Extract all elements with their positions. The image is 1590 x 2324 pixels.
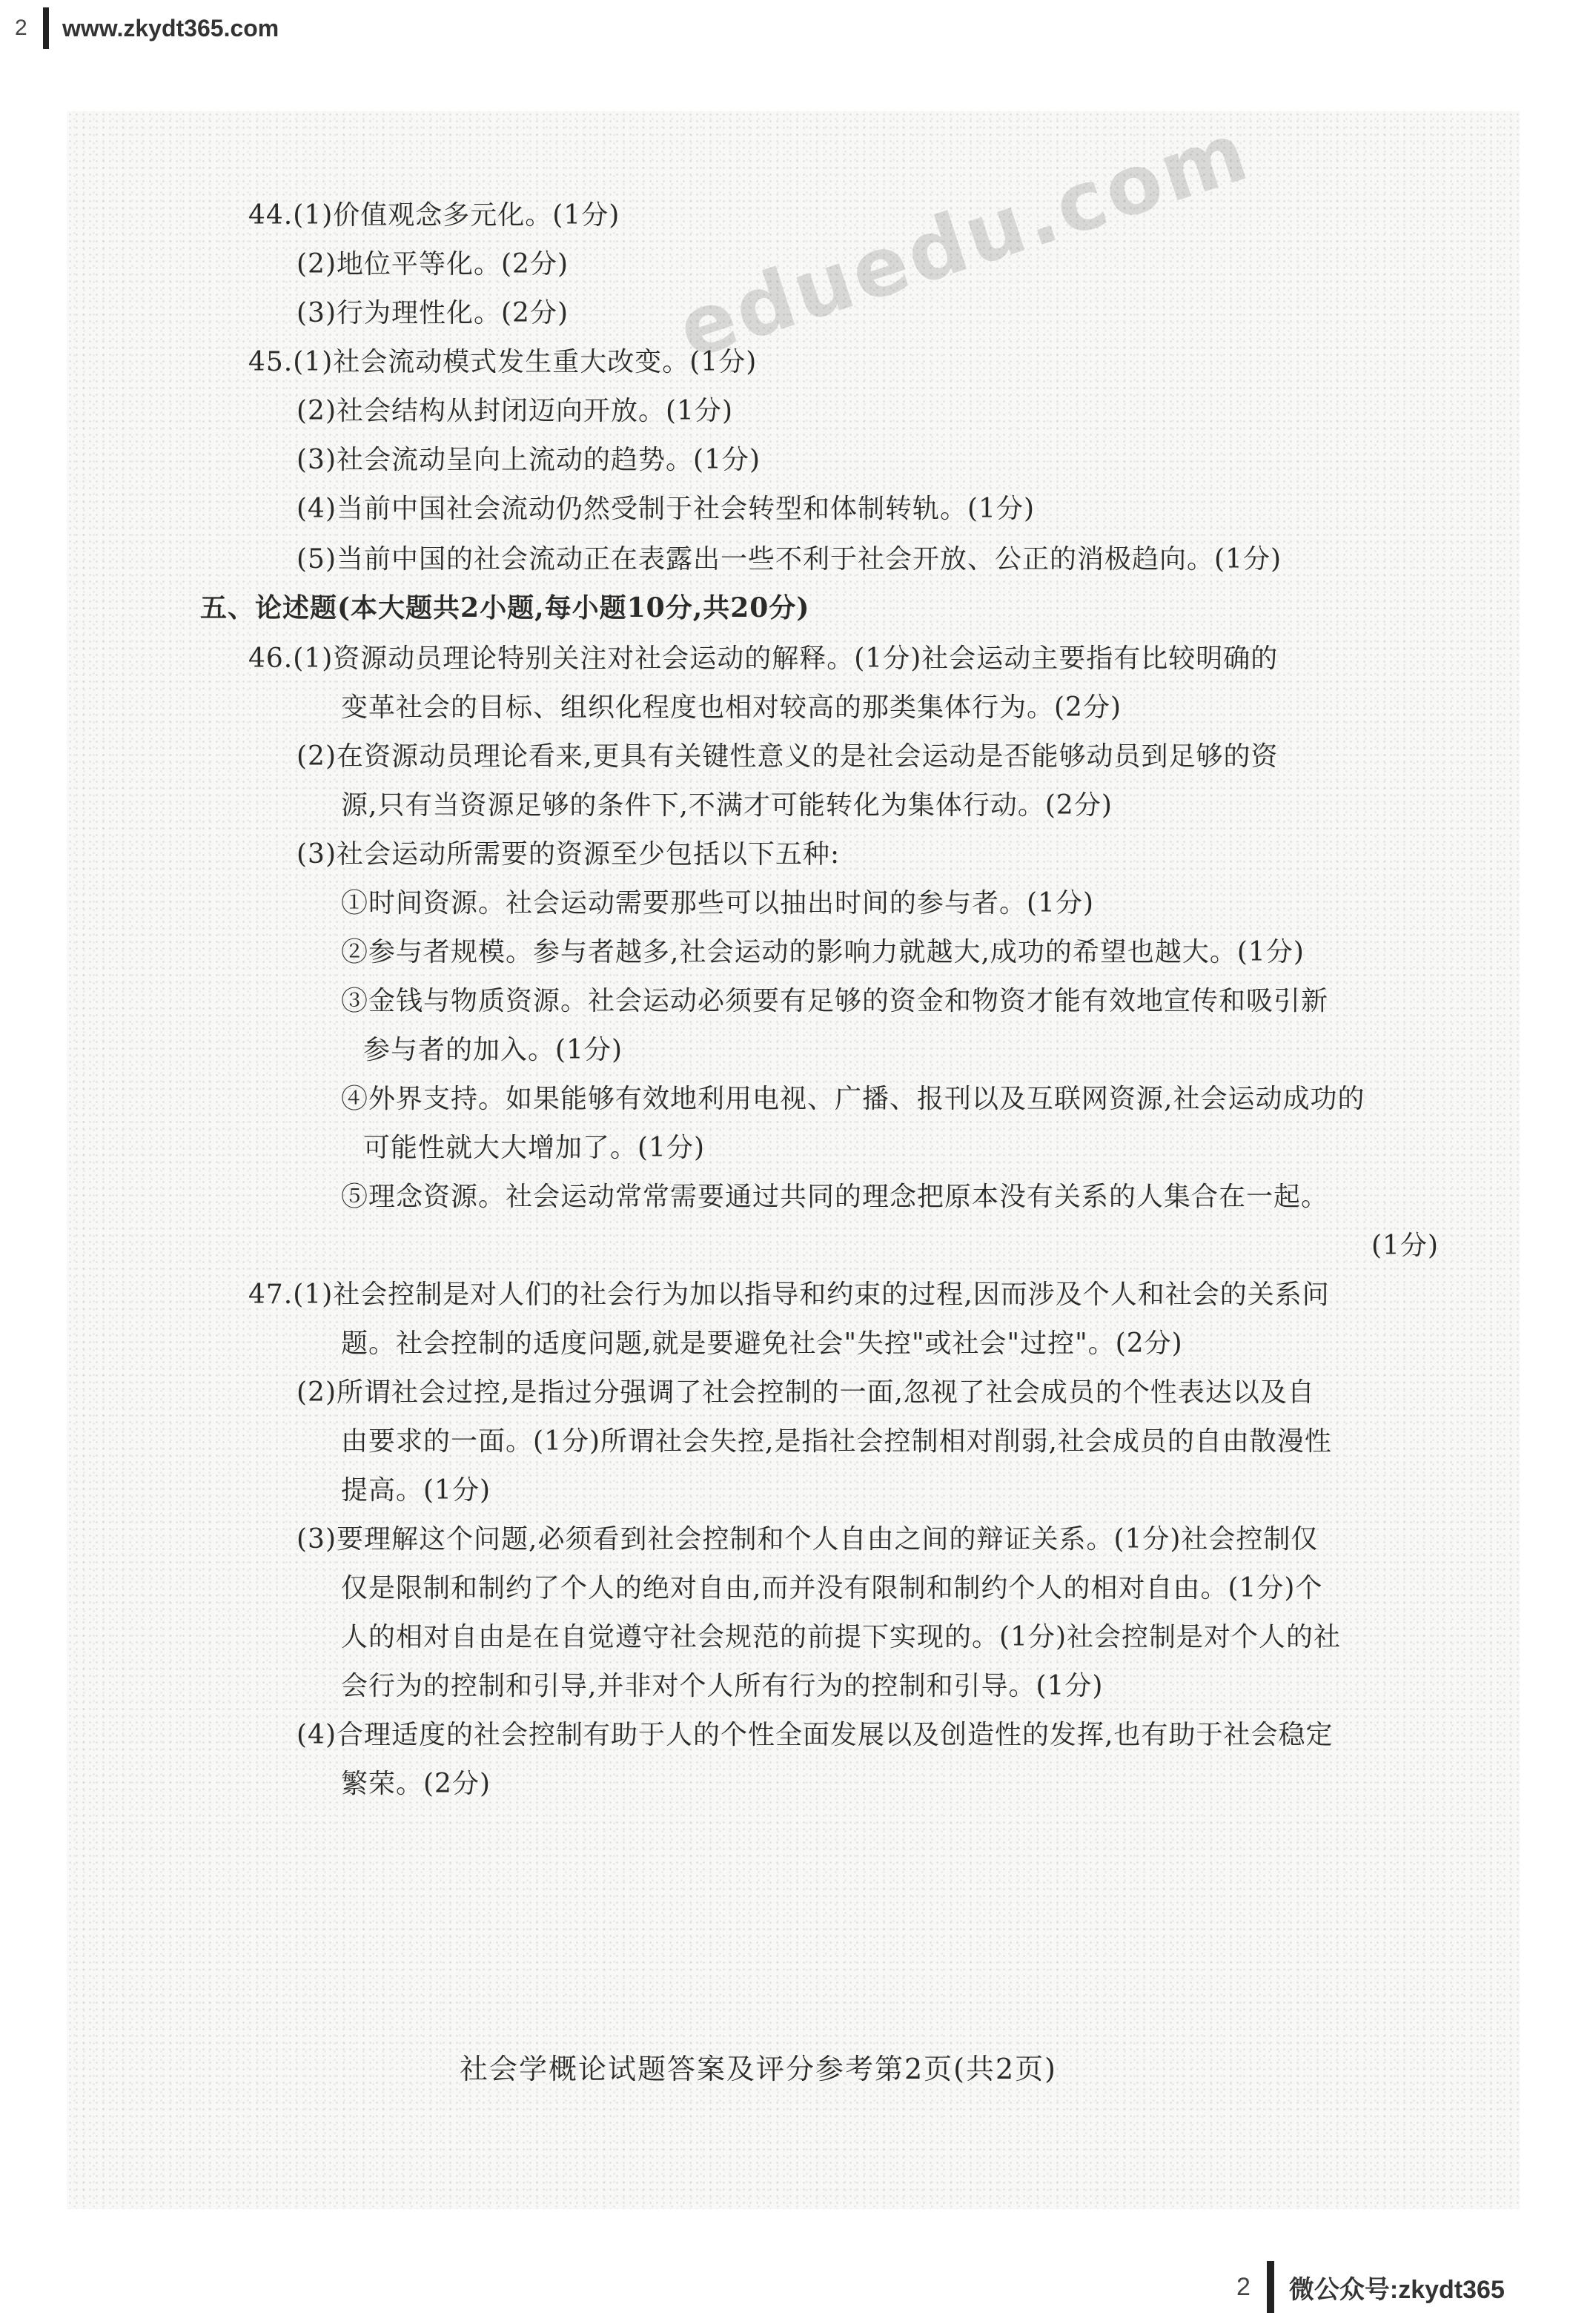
answer-line: 45.(1)社会流动模式发生重大改变。(1分)	[248, 347, 758, 377]
answer-line: (2)所谓社会过控,是指过分强调了社会控制的一面,忽视了社会成员的个性表达以及自	[297, 1377, 1315, 1408]
answer-line: (3)社会流动呈向上流动的趋势。(1分)	[297, 445, 761, 475]
answer-line: (3)社会运动所需要的资源至少包括以下五种:	[297, 839, 841, 870]
page-header	[15, 6, 279, 50]
answer-line: 可能性就大大增加了。(1分)	[363, 1133, 705, 1163]
answer-line: (2)地位平等化。(2分)	[297, 249, 569, 279]
answer-line: (4)合理适度的社会控制有助于人的个性全面发展以及创造性的发挥,也有助于社会稳定	[297, 1720, 1334, 1750]
answer-line: 繁荣。(2分)	[341, 1769, 491, 1799]
header-page-number: 2	[15, 16, 27, 40]
answer-line: 46.(1)资源动员理论特别关注对社会运动的解释。(1分)社会运动主要指有比较明确的	[248, 643, 1279, 674]
answer-line: ⑤理念资源。社会运动常常需要通过共同的理念把原本没有关系的人集合在一起。	[341, 1182, 1329, 1212]
answer-line: 变革社会的目标、组织化程度也相对较高的那类集体行为。(2分)	[341, 692, 1122, 723]
answer-line: (2)社会结构从封闭迈向开放。(1分)	[297, 396, 733, 426]
page-footer: 社会学概论试题答案及评分参考第2页(共2页)	[460, 2053, 1058, 2085]
watermark: eduedu.com	[666, 103, 1261, 377]
answer-line: (2)在资源动员理论看来,更具有关键性意义的是社会运动是否能够动员到足够的资	[297, 741, 1279, 772]
bottom-page-number: 2	[1236, 2272, 1251, 2301]
answer-line: 提高。(1分)	[341, 1475, 491, 1506]
scanned-page	[67, 111, 1520, 2209]
bottom-right-tag	[1236, 2261, 1505, 2313]
answer-line: 参与者的加入。(1分)	[363, 1035, 623, 1065]
answer-line: 仅是限制和制约了个人的绝对自由,而并没有限制和制约个人的相对自由。(1分)个	[341, 1573, 1323, 1603]
answer-line: ②参与者规模。参与者越多,社会运动的影响力就越大,成功的希望也越大。(1分)	[341, 937, 1305, 967]
answer-line: (1分)	[1371, 1231, 1439, 1261]
answer-line: (3)行为理性化。(2分)	[297, 298, 569, 328]
answer-line: 题。社会控制的适度问题,就是要避免社会"失控"或社会"过控"。(2分)	[341, 1328, 1183, 1359]
answer-line: ④外界支持。如果能够有效地利用电视、广播、报刊以及互联网资源,社会运动成功的	[341, 1084, 1365, 1114]
answer-line: 由要求的一面。(1分)所谓社会失控,是指社会控制相对削弱,社会成员的自由散漫性	[341, 1426, 1332, 1457]
answer-line: (4)当前中国社会流动仍然受制于社会转型和体制转轨。(1分)	[297, 494, 1035, 524]
answer-line: (3)要理解这个问题,必须看到社会控制和个人自由之间的辩证关系。(1分)社会控制仅	[297, 1524, 1319, 1555]
answer-line: 47.(1)社会控制是对人们的社会行为加以指导和约束的过程,因而涉及个人和社会的关系问	[248, 1279, 1330, 1310]
wechat-account: 微公众号:zkydt365	[1288, 2275, 1505, 2304]
header-divider	[43, 7, 49, 49]
header-url: www.zkydt365.com	[62, 14, 279, 42]
answer-line: (5)当前中国的社会流动正在表露出一些不利于社会开放、公正的消极趋向。(1分)	[297, 544, 1282, 575]
answer-line: 会行为的控制和引导,并非对个人所有行为的控制和引导。(1分)	[341, 1671, 1104, 1701]
answer-line: ①时间资源。社会运动需要那些可以抽出时间的参与者。(1分)	[341, 888, 1094, 918]
answer-line: 人的相对自由是在自觉遵守社会规范的前提下实现的。(1分)社会控制是对个人的社	[341, 1622, 1341, 1652]
answer-line: 源,只有当资源足够的条件下,不满才可能转化为集体行动。(2分)	[341, 790, 1113, 821]
answer-line: ③金钱与物质资源。社会运动必须要有足够的资金和物资才能有效地宣传和吸引新	[341, 986, 1329, 1016]
section-heading: 五、论述题(本大题共2小题,每小题10分,共20分)	[200, 592, 810, 623]
bottom-divider	[1267, 2261, 1274, 2313]
answer-line: 44.(1)价值观念多元化。(1分)	[248, 200, 620, 231]
